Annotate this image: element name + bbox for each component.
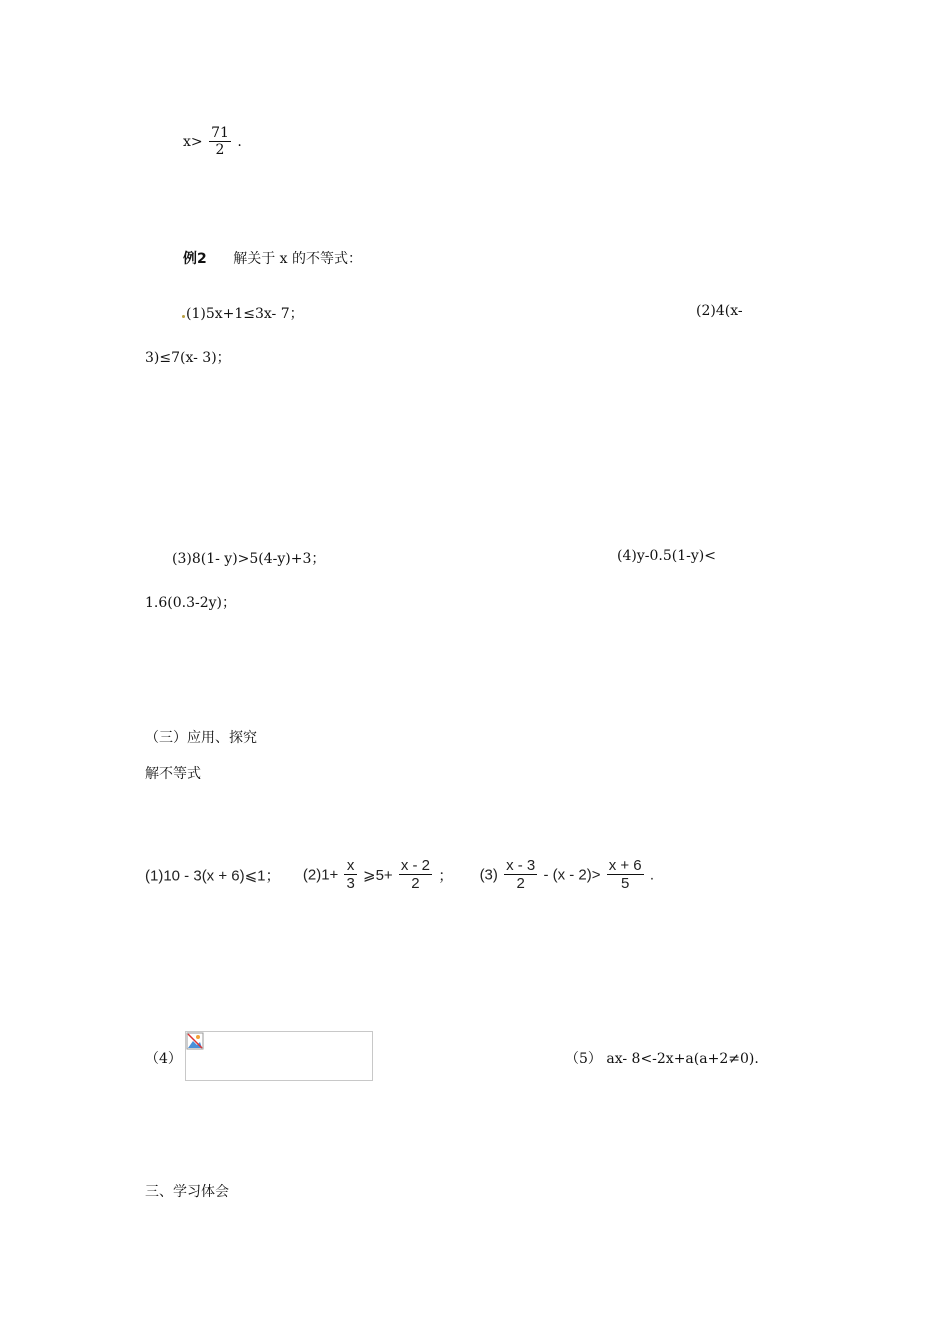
frac-numerator: x [346,857,355,874]
result-line [183,126,242,158]
inequality-1: (1)10 - 3(x + 6)⩽1； [145,867,281,885]
inequality-2-mid: ⩾5+ [363,867,393,884]
broken-image-placeholder [185,1031,373,1081]
item5: （5） ax- 8<-2x+a(a+2≠0). [565,1051,759,1067]
inequality-3-mid: - (x - 2)> [543,866,601,884]
result-denominator: 2 [209,141,231,158]
marker-dot-icon [182,315,185,318]
result-end: . [237,133,242,150]
result-fraction [209,126,231,158]
inequality-3-fraction-1 [504,858,537,892]
example2-label: 例2 [183,251,207,267]
ex2-item-3: (3)8(1- y)>5(4-y)+3； [172,551,326,567]
frac-denominator: 3 [346,874,355,892]
frac-denominator: 5 [607,874,644,892]
example2-heading [183,248,362,268]
inequalities-row [145,858,654,892]
result-numerator: 71 [211,125,229,141]
section-learning-title: 三、学习体会 [145,1184,229,1200]
inequality-2-fraction-2 [399,858,432,892]
section3-subtitle: 解不等式 [145,766,201,782]
inequality-2-prefix: (2)1+ [302,866,339,884]
frac-numerator: x - 2 [400,857,431,874]
frac-numerator: x - 3 [506,857,536,874]
ex2-item-1-text: (1)5x+1≤3x- 7； [186,306,304,322]
inequality-3-prefix: (3) [479,866,498,884]
result-lhs: x> [183,133,203,150]
broken-image-icon [186,1032,204,1050]
ex2-item-2a: (2)4(x- [696,303,743,319]
inequality-3-end: . [649,866,654,884]
inequality-2-end: ； [438,867,454,885]
ex2-item-4b: 1.6(0.3-2y)； [145,595,236,611]
section3-title: （三）应用、探究 [145,730,257,746]
item4-label: （4） [145,1051,182,1067]
frac-denominator: 2 [504,874,537,892]
inequality-3-fraction-2 [607,858,644,892]
inequality-2-fraction-1 [344,858,356,892]
ex2-item-4a: (4)y-0.5(1-y)< [617,548,716,564]
ex2-item-1 [181,303,304,323]
ex2-item-2b: 3)≤7(x- 3)； [145,350,231,366]
frac-denominator: 2 [399,874,432,892]
example2-text: 解关于 x 的不等式： [233,251,362,267]
frac-numerator: x + 6 [608,857,642,874]
